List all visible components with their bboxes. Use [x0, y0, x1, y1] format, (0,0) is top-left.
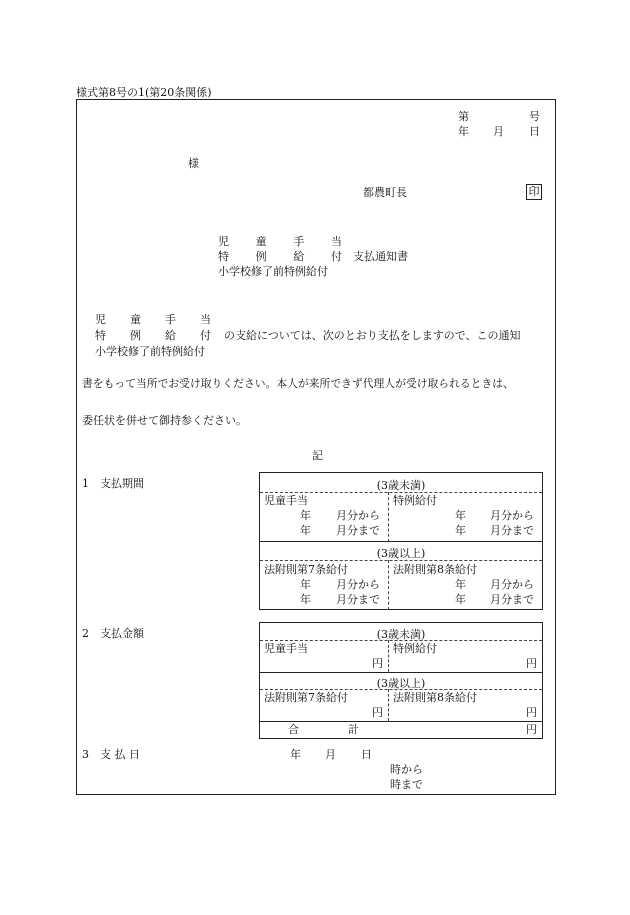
amount-yen: 円 — [526, 657, 537, 670]
period-to: 月分まで — [336, 593, 380, 606]
period-year: 年 — [300, 524, 311, 537]
pay-day: 日 — [361, 748, 372, 761]
amount-special: 特例給付 — [393, 642, 437, 655]
period-year: 年 — [455, 593, 466, 606]
pay-month: 月 — [325, 748, 336, 761]
title-line-3: 小学校修了前特例給付 — [218, 265, 328, 278]
period-child-allowance: 児童手当 — [264, 494, 308, 507]
period-to: 月分まで — [490, 593, 534, 606]
amount-art7: 法附則第7条給付 — [264, 691, 348, 704]
period-year: 年 — [455, 524, 466, 537]
period-from: 月分から — [490, 578, 534, 591]
period-art7: 法附則第7条給付 — [264, 563, 348, 576]
date-day: 日 — [529, 125, 540, 138]
body-line-2: 書をもって当所でお受け取りください。本人が来所できず代理人が受け取られるときは、 — [82, 377, 514, 390]
period-from: 月分から — [336, 578, 380, 591]
amount-under3-header: (3歳未満) — [376, 628, 426, 641]
period-under3-header: (3歳未満) — [376, 479, 426, 492]
period-to: 月分まで — [336, 524, 380, 537]
amount-yen: 円 — [372, 657, 383, 670]
item-period-label: 1 支払期間 — [82, 477, 144, 490]
amount-art8: 法附則第8条給付 — [393, 691, 477, 704]
form-id: 様式第8号の1(第20条関係) — [76, 86, 212, 99]
pay-to: 時まで — [390, 778, 423, 791]
period-year: 年 — [455, 578, 466, 591]
amount-total-b: 計 — [348, 723, 359, 736]
date-month: 月 — [493, 125, 504, 138]
period-special: 特例給付 — [393, 494, 437, 507]
amount-over3-header: (3歳以上) — [376, 677, 426, 690]
title-line-1: 児 童 手 当 — [218, 235, 342, 248]
title-line-2: 特 例 給 付 — [218, 250, 342, 263]
ki-heading: 記 — [312, 449, 323, 462]
amount-child-allowance: 児童手当 — [264, 642, 308, 655]
title-suffix: 支払通知書 — [353, 250, 408, 263]
date-year: 年 — [458, 125, 469, 138]
period-year: 年 — [455, 509, 466, 522]
period-year: 年 — [300, 593, 311, 606]
seal-mark: 印 — [526, 184, 542, 200]
doc-number-suffix: 号 — [529, 110, 540, 123]
pay-from: 時から — [390, 763, 423, 776]
body-line-3: 委任状を併せて御持参ください。 — [82, 414, 247, 427]
period-from: 月分から — [336, 509, 380, 522]
pay-year: 年 — [290, 748, 301, 761]
period-year: 年 — [300, 578, 311, 591]
period-over3-header: (3歳以上) — [376, 547, 426, 560]
issuer: 都農町長 — [363, 186, 407, 199]
item-amount-label: 2 支払金額 — [82, 627, 144, 640]
period-table — [259, 472, 543, 610]
period-from: 月分から — [490, 509, 534, 522]
body-stack-2: 特 例 給 付 — [95, 329, 211, 342]
period-year: 年 — [300, 509, 311, 522]
period-to: 月分まで — [490, 524, 534, 537]
body-stack-1: 児 童 手 当 — [95, 313, 211, 326]
body-line-1: の支給については、次のとおり支払をしますので、この通知 — [224, 329, 521, 342]
item-date-label: 3 支 払 日 — [82, 748, 140, 761]
amount-total-a: 合 — [288, 723, 299, 736]
addressee-suffix: 様 — [188, 157, 199, 170]
amount-total-yen: 円 — [526, 723, 537, 736]
amount-yen: 円 — [526, 706, 537, 719]
doc-number-prefix: 第 — [458, 110, 469, 123]
period-art8: 法附則第8条給付 — [393, 563, 477, 576]
body-stack-3: 小学校修了前特例給付 — [95, 345, 205, 358]
amount-yen: 円 — [372, 706, 383, 719]
amount-table — [259, 622, 543, 739]
